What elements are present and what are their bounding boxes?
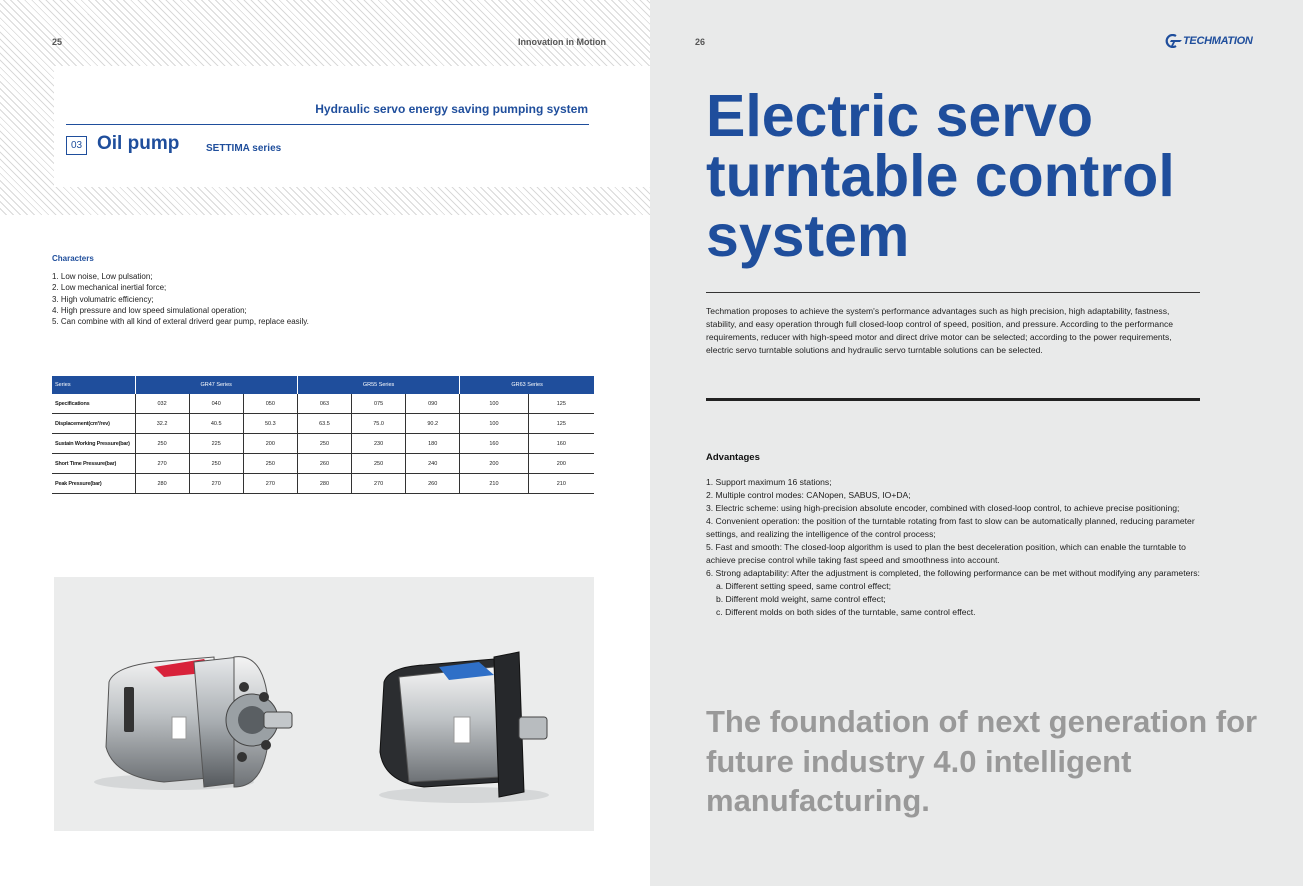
title-divider	[66, 124, 589, 125]
list-item: 5. Fast and smooth: The closed-loop algorithm is used to plan the best deceleration position, which can enable the turntable to achieve precise control while taking fast speed and smoothness into account.	[706, 542, 1186, 565]
table-cell: 200	[528, 454, 594, 474]
table-row	[52, 474, 594, 494]
pump-photo	[54, 577, 594, 831]
tagline: The foundation of next generation for future industry 4.0 intelligent manufacturing.	[706, 704, 1258, 818]
table-cell: 200	[243, 434, 297, 454]
page-number-left: 25	[52, 37, 63, 47]
list-item: 4. High pressure and low speed simulational operation;	[52, 305, 247, 315]
advantages-heading: Advantages	[706, 452, 760, 463]
table-cell: 250	[243, 454, 297, 474]
table-row	[52, 454, 594, 474]
advantages-list	[706, 476, 1200, 619]
pump-right-illustration	[379, 652, 549, 803]
list-item: 6. Strong adaptability: After the adjustment is completed, the following performance can be met without modifying any parameters:	[706, 568, 1200, 578]
table-cell: 032	[135, 394, 189, 414]
table-cell: 270	[189, 474, 243, 494]
logo-text: TECHMATION	[1183, 35, 1253, 47]
table-cell: 160	[528, 434, 594, 454]
characters-list	[52, 271, 309, 327]
table-cell: 50.3	[243, 414, 297, 434]
table-cell: 125	[528, 394, 594, 414]
table-cell: 160	[460, 434, 528, 454]
list-item: 1. Low noise, Low pulsation;	[52, 272, 153, 281]
table-cell: 225	[189, 434, 243, 454]
table-row	[52, 394, 594, 414]
table-row	[52, 434, 594, 454]
list-item: 2. Low mechanical inertial force;	[52, 283, 167, 293]
section-title: Oil pump	[97, 133, 180, 154]
table-cell: 280	[297, 474, 351, 494]
table-cell: 040	[189, 394, 243, 414]
table-header-row	[52, 376, 594, 394]
left-page	[0, 0, 650, 886]
header-tagline: Innovation in Motion	[518, 37, 606, 47]
table-cell: 250	[352, 454, 406, 474]
list-item: 4. Convenient operation: the position of the turntable rotating from fast to slow can be automatically planned, reducing parameter settings, and realizing the intelligence of the control process;	[706, 516, 1195, 539]
table-row-label: Short Time Pressure(bar)	[52, 454, 135, 474]
table-cell: 100	[460, 414, 528, 434]
table-header-cell: GR55 Series	[297, 376, 459, 394]
table-header-cell: GR47 Series	[135, 376, 297, 394]
table-cell: 260	[297, 454, 351, 474]
list-item: 3. Electric scheme: using high-precision absolute encoder, combined with closed-loop control, to achieve precise positioning;	[706, 503, 1180, 513]
table-cell: 250	[189, 454, 243, 474]
oil-pump-image	[54, 577, 594, 831]
list-item: c. Different molds on both sides of the turntable, same control effect.	[716, 607, 976, 617]
list-item: a. Different setting speed, same control effect;	[716, 581, 891, 591]
section-title-box	[54, 66, 650, 187]
table-cell: 075	[352, 394, 406, 414]
table-header-cell: Series	[52, 376, 135, 394]
intro-paragraph: Techmation proposes to achieve the system's performance advantages such as high precision, high adaptability, fastness, stability, and easy operation through full closed-loop control of speed, position, and pressure. According to the performance requirements, reducer with high-speed motor and direct drive motor can be selected; according to the power requirements, electric servo turntable solutions and hydraulic servo turntable solutions can be selected.	[706, 306, 1174, 355]
table-cell: 250	[297, 434, 351, 454]
table-row	[52, 414, 594, 434]
pump-left-illustration	[94, 657, 292, 790]
list-item: 3. High volumatric efficiency;	[52, 294, 154, 304]
table-cell: 270	[243, 474, 297, 494]
table-cell: 90.2	[406, 414, 460, 434]
table-row-label: Specifications	[52, 394, 135, 414]
section-number: 03	[66, 136, 87, 155]
table-cell: 75.0	[352, 414, 406, 434]
table-row-label: Sustain Working Pressure(bar)	[52, 434, 135, 454]
techmation-logo-icon	[1165, 34, 1183, 48]
list-item: 1. Support maximum 16 stations;	[706, 477, 832, 487]
table-cell: 050	[243, 394, 297, 414]
right-page	[650, 0, 1303, 886]
table-cell: 230	[352, 434, 406, 454]
table-cell: 270	[135, 454, 189, 474]
table-row-label: Displacement(cm³/rev)	[52, 414, 135, 434]
list-item: 2. Multiple control modes: CANopen, SABUS, IO+DA;	[706, 490, 911, 500]
table-header-cell: GR63 Series	[460, 376, 594, 394]
table-cell: 210	[528, 474, 594, 494]
section-subtitle: SETTIMA series	[206, 143, 282, 154]
characters-heading: Characters	[52, 254, 94, 263]
table-cell: 125	[528, 414, 594, 434]
techmation-logo	[1165, 34, 1253, 48]
table-cell: 180	[406, 434, 460, 454]
table-cell: 200	[460, 454, 528, 474]
table-cell: 210	[460, 474, 528, 494]
spec-table	[52, 376, 594, 494]
table-cell: 240	[406, 454, 460, 474]
table-cell: 32.2	[135, 414, 189, 434]
table-row-label: Peak Pressure(bar)	[52, 474, 135, 494]
divider-thin	[706, 292, 1200, 293]
page-number-right: 26	[695, 37, 706, 47]
list-item: b. Different mold weight, same control effect;	[716, 594, 886, 604]
table-cell: 40.5	[189, 414, 243, 434]
table-cell: 100	[460, 394, 528, 414]
table-cell: 090	[406, 394, 460, 414]
page-title: Electric servo turntable control system	[706, 83, 1175, 269]
table-cell: 260	[406, 474, 460, 494]
table-cell: 063	[297, 394, 351, 414]
table-cell: 270	[352, 474, 406, 494]
table-cell: 250	[135, 434, 189, 454]
system-title: Hydraulic servo energy saving pumping system	[315, 102, 588, 116]
divider-thick	[706, 398, 1200, 401]
list-item: 5. Can combine with all kind of exteral driverd gear pump, replace easily.	[52, 317, 309, 327]
table-cell: 280	[135, 474, 189, 494]
table-cell: 63.5	[297, 414, 351, 434]
